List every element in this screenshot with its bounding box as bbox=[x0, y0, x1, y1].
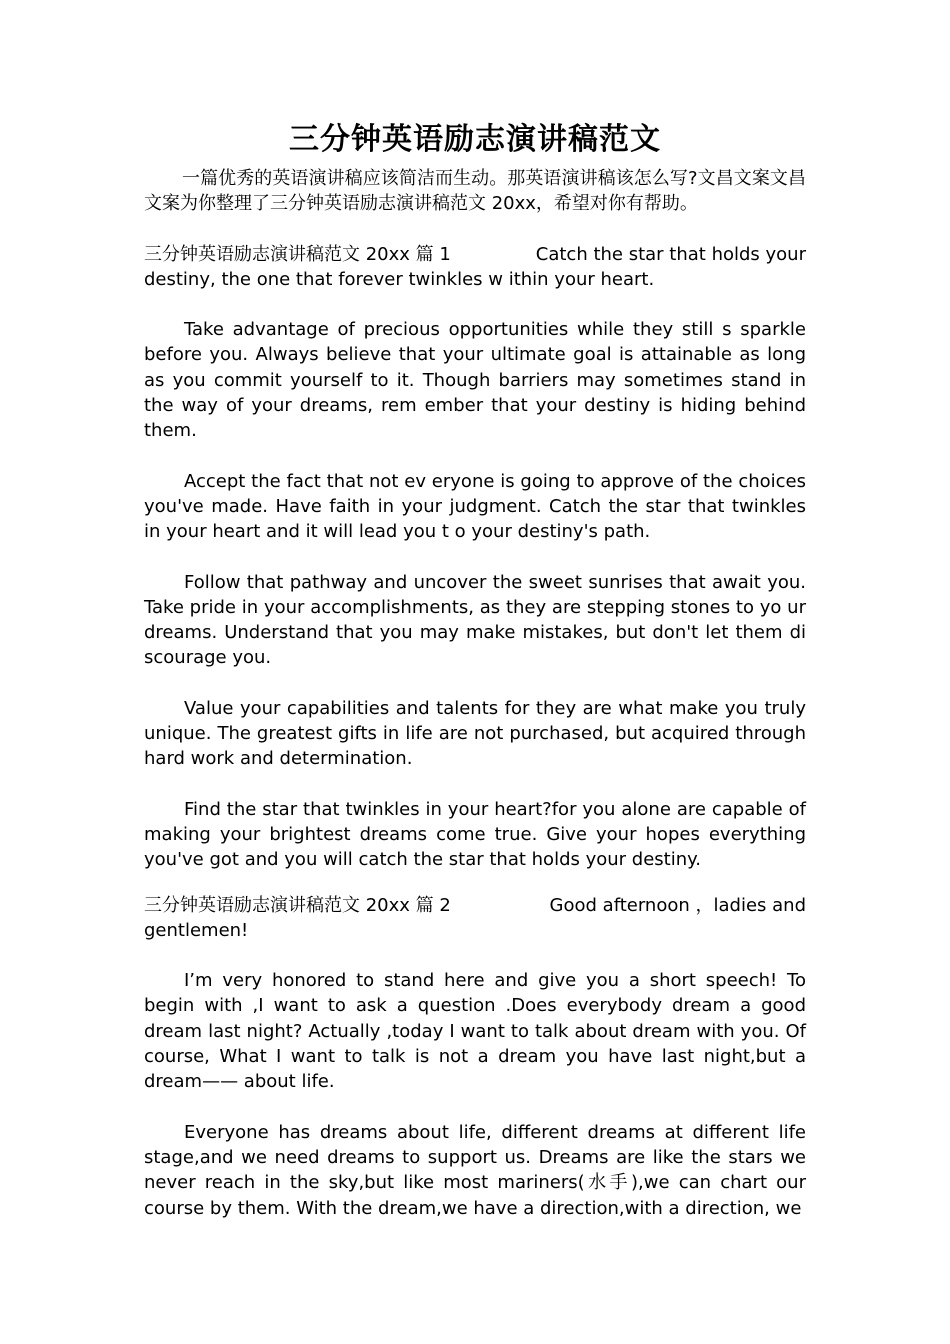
section-2 bbox=[144, 893, 806, 944]
body-paragraph: Find the star that twinkles in your heart?for you alone are capable of making your brightest dreams come true. Give your hopes everything you've got and you will catch the star that holds your destiny. bbox=[144, 798, 806, 871]
body-paragraph: I’m very honored to stand here and give you a short speech! To begin with ,I want to ask a question .Does everybody dream a good dream last night? Actually ,today I want to talk about dream with you. Of course, What I want to talk is not a dream you have last night,but a dream—— about life. bbox=[144, 970, 806, 1093]
section-2-heading-line bbox=[144, 893, 806, 918]
section-1-heading: 三分钟英语励志演讲稿范文 20xx 篇 1 bbox=[144, 243, 451, 265]
document-page bbox=[144, 118, 806, 1221]
body-paragraph: Everyone has dreams about life, different dreams at different life stage,and we need dreams to support us. Dreams are like the stars we never reach in the sky,but like most mariners(水手),we can chart our course by them. With the dream,we have a direction,with a direction, we bbox=[144, 1121, 806, 1219]
body-paragraph: Take advantage of precious opportunities while they still s sparkle before you. Always believe that your ultimate goal is attainable as long as you commit yourself to it. Though barriers may sometimes stand in the way of your dreams, rem ember that your destiny is hiding behind them. bbox=[144, 319, 806, 442]
section-1 bbox=[144, 242, 806, 293]
section-1-opening-continued: destiny, the one that forever twinkles w ithin your heart. bbox=[144, 268, 655, 290]
section-2-opening-line: Good afternoon ，ladies and bbox=[549, 894, 806, 916]
section-1-heading-line bbox=[144, 242, 806, 267]
document-title: 三分钟英语励志演讲稿范文 bbox=[289, 122, 661, 157]
body-paragraph: Follow that pathway and uncover the sweet sunrises that await you. Take pride in your accomplishments, as they are stepping stones to yo ur dreams. Understand that you may make mistakes, but don't let them di scourage you. bbox=[144, 571, 806, 669]
section-2-heading: 三分钟英语励志演讲稿范文 20xx 篇 2 bbox=[144, 894, 451, 916]
intro-paragraph: 一篇优秀的英语演讲稿应该简洁而生动。那英语演讲稿该怎么写?文昌文案文昌文案为你整理了三分钟英语励志演讲稿范文 20xx，希望对你有帮助。 bbox=[144, 168, 806, 215]
section-1-opening-line: Catch the star that holds your bbox=[535, 243, 806, 265]
section-2-opening-continued: gentlemen! bbox=[144, 919, 249, 941]
body-paragraph: Value your capabilities and talents for they are what make you truly unique. The greatest gifts in life are not purchased, but acquired through hard work and determination. bbox=[144, 697, 806, 770]
body-paragraph: Accept the fact that not ev eryone is going to approve of the choices you've made. Have faith in your judgment. Catch the star that twinkles in your heart and it will lead you t o your destiny's path. bbox=[144, 470, 806, 543]
